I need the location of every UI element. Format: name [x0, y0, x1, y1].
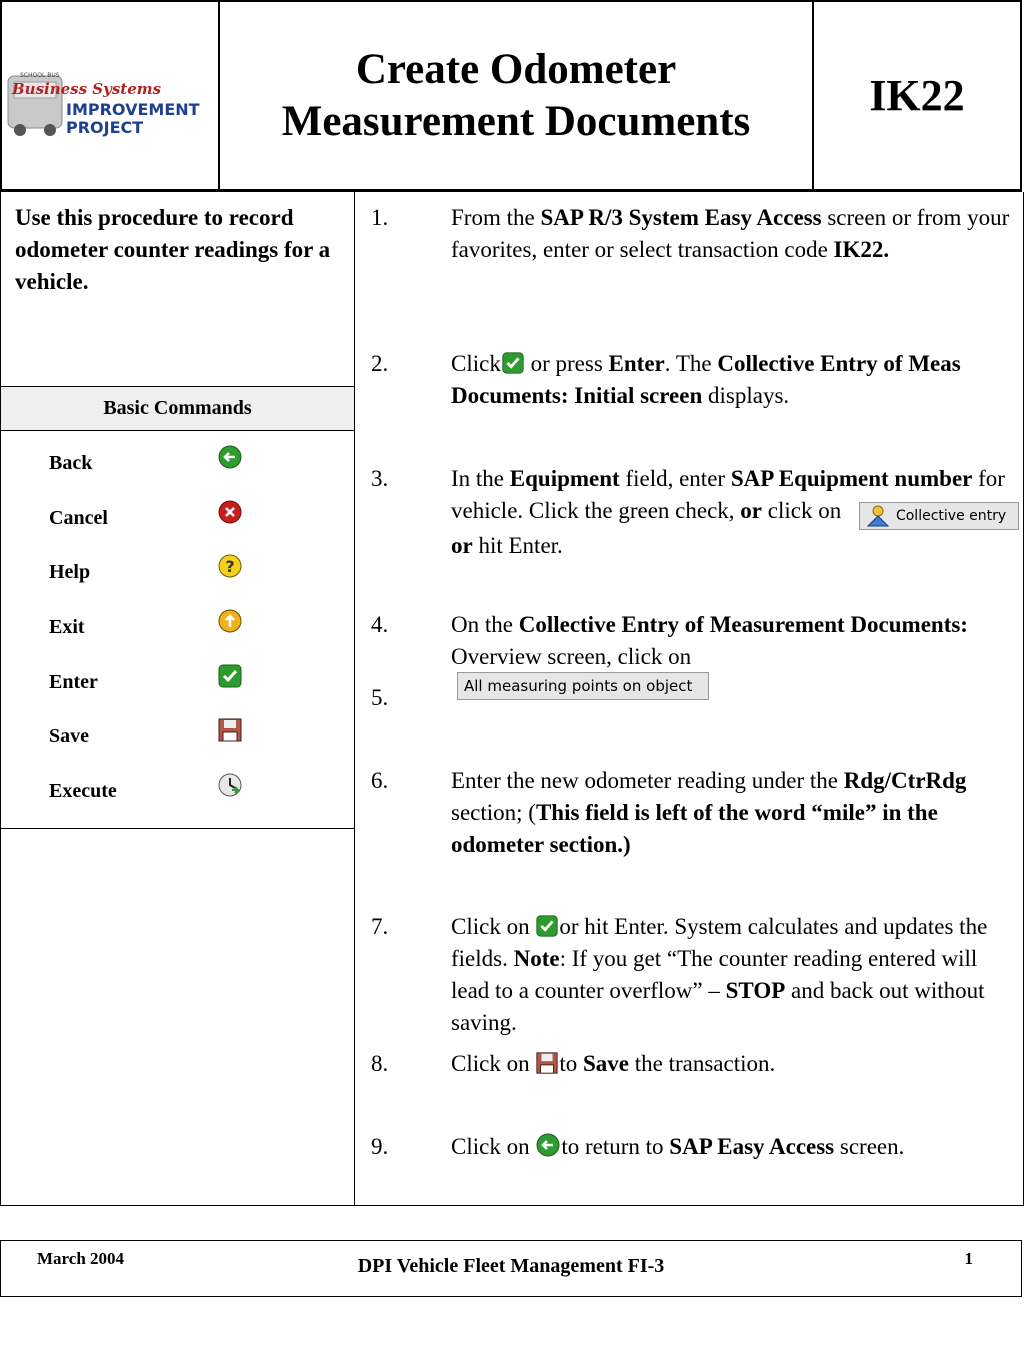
text: and back out without saving.: [451, 978, 985, 1035]
text: Click: [451, 351, 501, 376]
logo-cell: [2, 2, 220, 189]
text: or: [740, 498, 763, 523]
text: the transaction.: [628, 1051, 776, 1076]
command-label: Exit: [49, 616, 85, 639]
step-text: [451, 463, 1021, 562]
note-text: This field is left of the word “mile” in the odometer section.): [451, 800, 938, 857]
step-number: 1.: [371, 205, 389, 230]
collective-entry-button[interactable]: [859, 502, 1019, 530]
page-footer: [0, 1240, 1022, 1297]
title-cell: [220, 2, 814, 189]
text: field, enter: [619, 466, 731, 491]
page-title: [282, 44, 751, 147]
text: for vehicle. Click the green check,: [451, 466, 1005, 523]
collective-entry-icon: [866, 505, 890, 527]
action-name: Save: [582, 1051, 629, 1076]
step-number: 2.: [371, 351, 389, 376]
procedure-content: [0, 192, 1024, 1206]
text: Overview screen, click on: [451, 644, 692, 669]
step-number: 5.: [371, 685, 389, 710]
step-number: 6.: [371, 768, 389, 793]
value-name: SAP Equipment number: [730, 466, 973, 491]
key-name: Enter: [608, 351, 665, 376]
text: or: [451, 533, 473, 558]
stop-label: STOP: [725, 978, 786, 1003]
enter-check-icon[interactable]: [535, 914, 559, 938]
text: . The: [664, 351, 718, 376]
field-name: Equipment: [509, 466, 620, 491]
execute-clock-icon[interactable]: [217, 772, 243, 798]
command-label: Execute: [49, 780, 117, 803]
text: hit Enter.: [472, 533, 563, 558]
step-number: 8.: [371, 1051, 389, 1076]
screen-name: Collective Entry of Meas Documents: Initial screen: [451, 351, 961, 408]
command-row-execute: [1, 770, 354, 825]
title-line-1: Create Odometer: [355, 45, 677, 93]
commands-divider: [1, 828, 354, 829]
step-text: [451, 1048, 1021, 1080]
enter-check-icon[interactable]: [501, 351, 525, 375]
left-column: [1, 192, 355, 1205]
text: displays.: [702, 383, 790, 408]
exit-icon[interactable]: [217, 608, 243, 634]
bsip-logo: [2, 66, 218, 146]
text: From the: [451, 205, 541, 230]
save-disk-icon[interactable]: [217, 717, 243, 743]
text: : If you get “The counter reading entered will lead to a counter overflow” –: [451, 946, 978, 1003]
enter-check-icon[interactable]: [217, 663, 243, 689]
procedure-intro: Use this procedure to record odometer counter readings for a vehicle.: [15, 205, 331, 294]
help-icon[interactable]: [217, 553, 243, 579]
step-text: [451, 765, 1021, 861]
step-number: 4.: [371, 612, 389, 637]
page-number: 1: [964, 1249, 973, 1268]
command-row-enter: [1, 661, 354, 716]
transaction-code: IK22: [869, 71, 965, 120]
command-row-exit: [1, 606, 354, 661]
text: On the: [451, 612, 519, 637]
all-measuring-points-button[interactable]: All measuring points on object: [457, 672, 709, 700]
svg-text:?: ?: [225, 557, 235, 577]
field-name: Rdg/CtrRdg: [843, 768, 967, 793]
basic-commands-list: [1, 442, 354, 825]
text: click on: [762, 498, 847, 523]
command-row-back: [1, 442, 354, 497]
screen-name: Collective Entry of Measurement Documents:: [518, 612, 968, 637]
command-row-cancel: [1, 497, 354, 552]
back-arrow-icon[interactable]: [535, 1132, 561, 1158]
text: Click on: [451, 1134, 536, 1159]
back-arrow-icon[interactable]: [217, 444, 243, 470]
text: to return to: [561, 1134, 670, 1159]
step-number: 9.: [371, 1134, 389, 1159]
text: or hit Enter. System calculates and updates the fields.: [451, 914, 988, 971]
text: In the: [451, 466, 510, 491]
text: to: [559, 1051, 583, 1076]
screen-name: SAP R/3 System Easy Access: [540, 205, 822, 230]
step-text: [451, 609, 1021, 673]
logo-line-1: Business Systems: [12, 80, 162, 98]
basic-commands-heading: Basic Commands: [1, 386, 354, 431]
text: screen or from your favorites, enter or select transaction code: [451, 205, 1010, 262]
command-label: Enter: [49, 670, 98, 693]
text: Enter the new odometer reading under the: [451, 768, 844, 793]
command-row-help: [1, 551, 354, 606]
command-label: Help: [49, 561, 91, 584]
step-number: 3.: [371, 466, 389, 491]
text: screen.: [834, 1134, 905, 1159]
text: Click on: [451, 914, 536, 939]
document-header: [0, 0, 1022, 192]
button-label: Collective entry: [895, 508, 1007, 524]
text: or press: [524, 351, 609, 376]
step-number: 7.: [371, 914, 389, 939]
step-text: [451, 911, 1021, 1039]
command-row-save: [1, 715, 354, 770]
logo-line-3: PROJECT: [66, 118, 144, 137]
footer-title: DPI Vehicle Fleet Management FI-3: [357, 1255, 665, 1277]
title-line-2: Measurement Documents: [281, 97, 751, 145]
screen-name: SAP Easy Access: [669, 1134, 835, 1159]
footer-date: March 2004: [37, 1249, 125, 1268]
command-label: Cancel: [49, 506, 108, 529]
note-label: Note: [513, 946, 560, 971]
step-text: [451, 348, 1021, 412]
tcode: IK22.: [833, 237, 890, 262]
command-label: Save: [49, 725, 89, 748]
step-text: [451, 202, 1021, 266]
command-label: Back: [49, 452, 93, 474]
bus-sign: SCHOOL BUS: [20, 72, 60, 79]
step-text: [451, 1131, 1021, 1163]
steps-column: [354, 192, 1023, 1205]
text: section; (: [451, 800, 536, 825]
text: Click on: [451, 1051, 536, 1076]
logo-line-2: IMPROVEMENT: [66, 100, 200, 119]
save-disk-icon[interactable]: [535, 1051, 559, 1075]
cancel-icon[interactable]: [217, 499, 243, 525]
